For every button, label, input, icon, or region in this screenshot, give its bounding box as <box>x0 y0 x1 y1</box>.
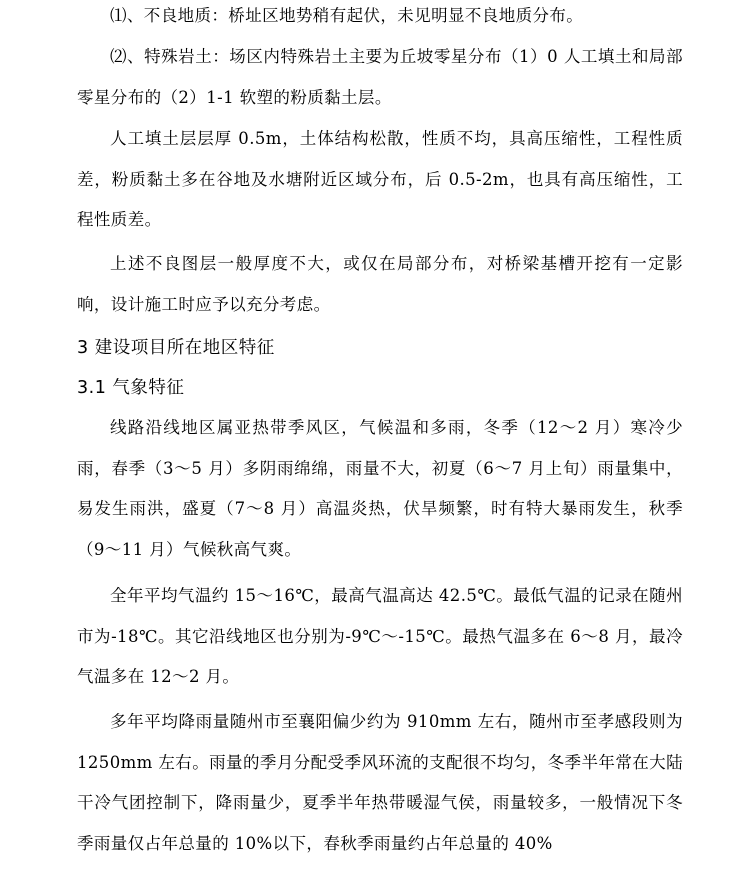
paragraph-adverse-layer-summary: 上述不良图层一般厚度不大，或仅在局部分布，对桥梁基槽开挖有一定影响，设计施工时应予以充分考虑。 <box>77 254 683 314</box>
paragraph-fill-layer: 人工填土层层厚 0.5m，土体结构松散，性质不均，具高压缩性，工程性质差，粉质黏土多在谷地及水塘附近区域分布，后 0.5-2m，也具有高压缩性，工程性质差。 <box>77 129 683 229</box>
paragraph-special-soil: ⑵、特殊岩土：场区内特殊岩土主要为丘坡零星分布（1）0 人工填土和局部零星分布的（2）1-1 软塑的粉质黏土层。 <box>77 47 683 107</box>
section-heading: 3 建设项目所在地区特征 <box>77 338 275 358</box>
paragraph-adverse-geology: ⑴、不良地质：桥址区地势稍有起伏，未见明显不良地质分布。 <box>110 6 584 25</box>
subsection-heading: 3.1 气象特征 <box>77 378 185 398</box>
paragraph-rainfall: 多年平均降雨量随州市至襄阳偏少约为 910mm 左右，随州市至孝感段则为 1250mm 左右。雨量的季月分配受季风环流的支配很不均匀，冬季半年常在大陆干冷气团控制下，降雨量少，夏季半年热带暖湿气侯，雨量较多，一般情况下冬季雨量仅占年总量的 10%以下，春秋季雨量约占年总量的 40% <box>77 712 683 853</box>
paragraph-temperature: 全年平均气温约 15～16℃，最高气温高达 42.5℃。最低气温的记录在随州市为-18℃。其它沿线地区也分别为-9℃～-15℃。最热气温多在 6～8 月，最冷气温多在 12～2 月。 <box>77 586 683 686</box>
paragraph-climate-overview: 线路沿线地区属亚热带季风区，气候温和多雨，冬季（12～2 月）寒冷少雨，春季（3～5 月）多阴雨绵绵，雨量不大，初夏（6～7 月上旬）雨量集中，易发生雨洪，盛夏（7～8 月）高温炎热，伏旱频繁，时有特大暴雨发生，秋季（9～11 月）气候秋高气爽。 <box>77 418 683 559</box>
